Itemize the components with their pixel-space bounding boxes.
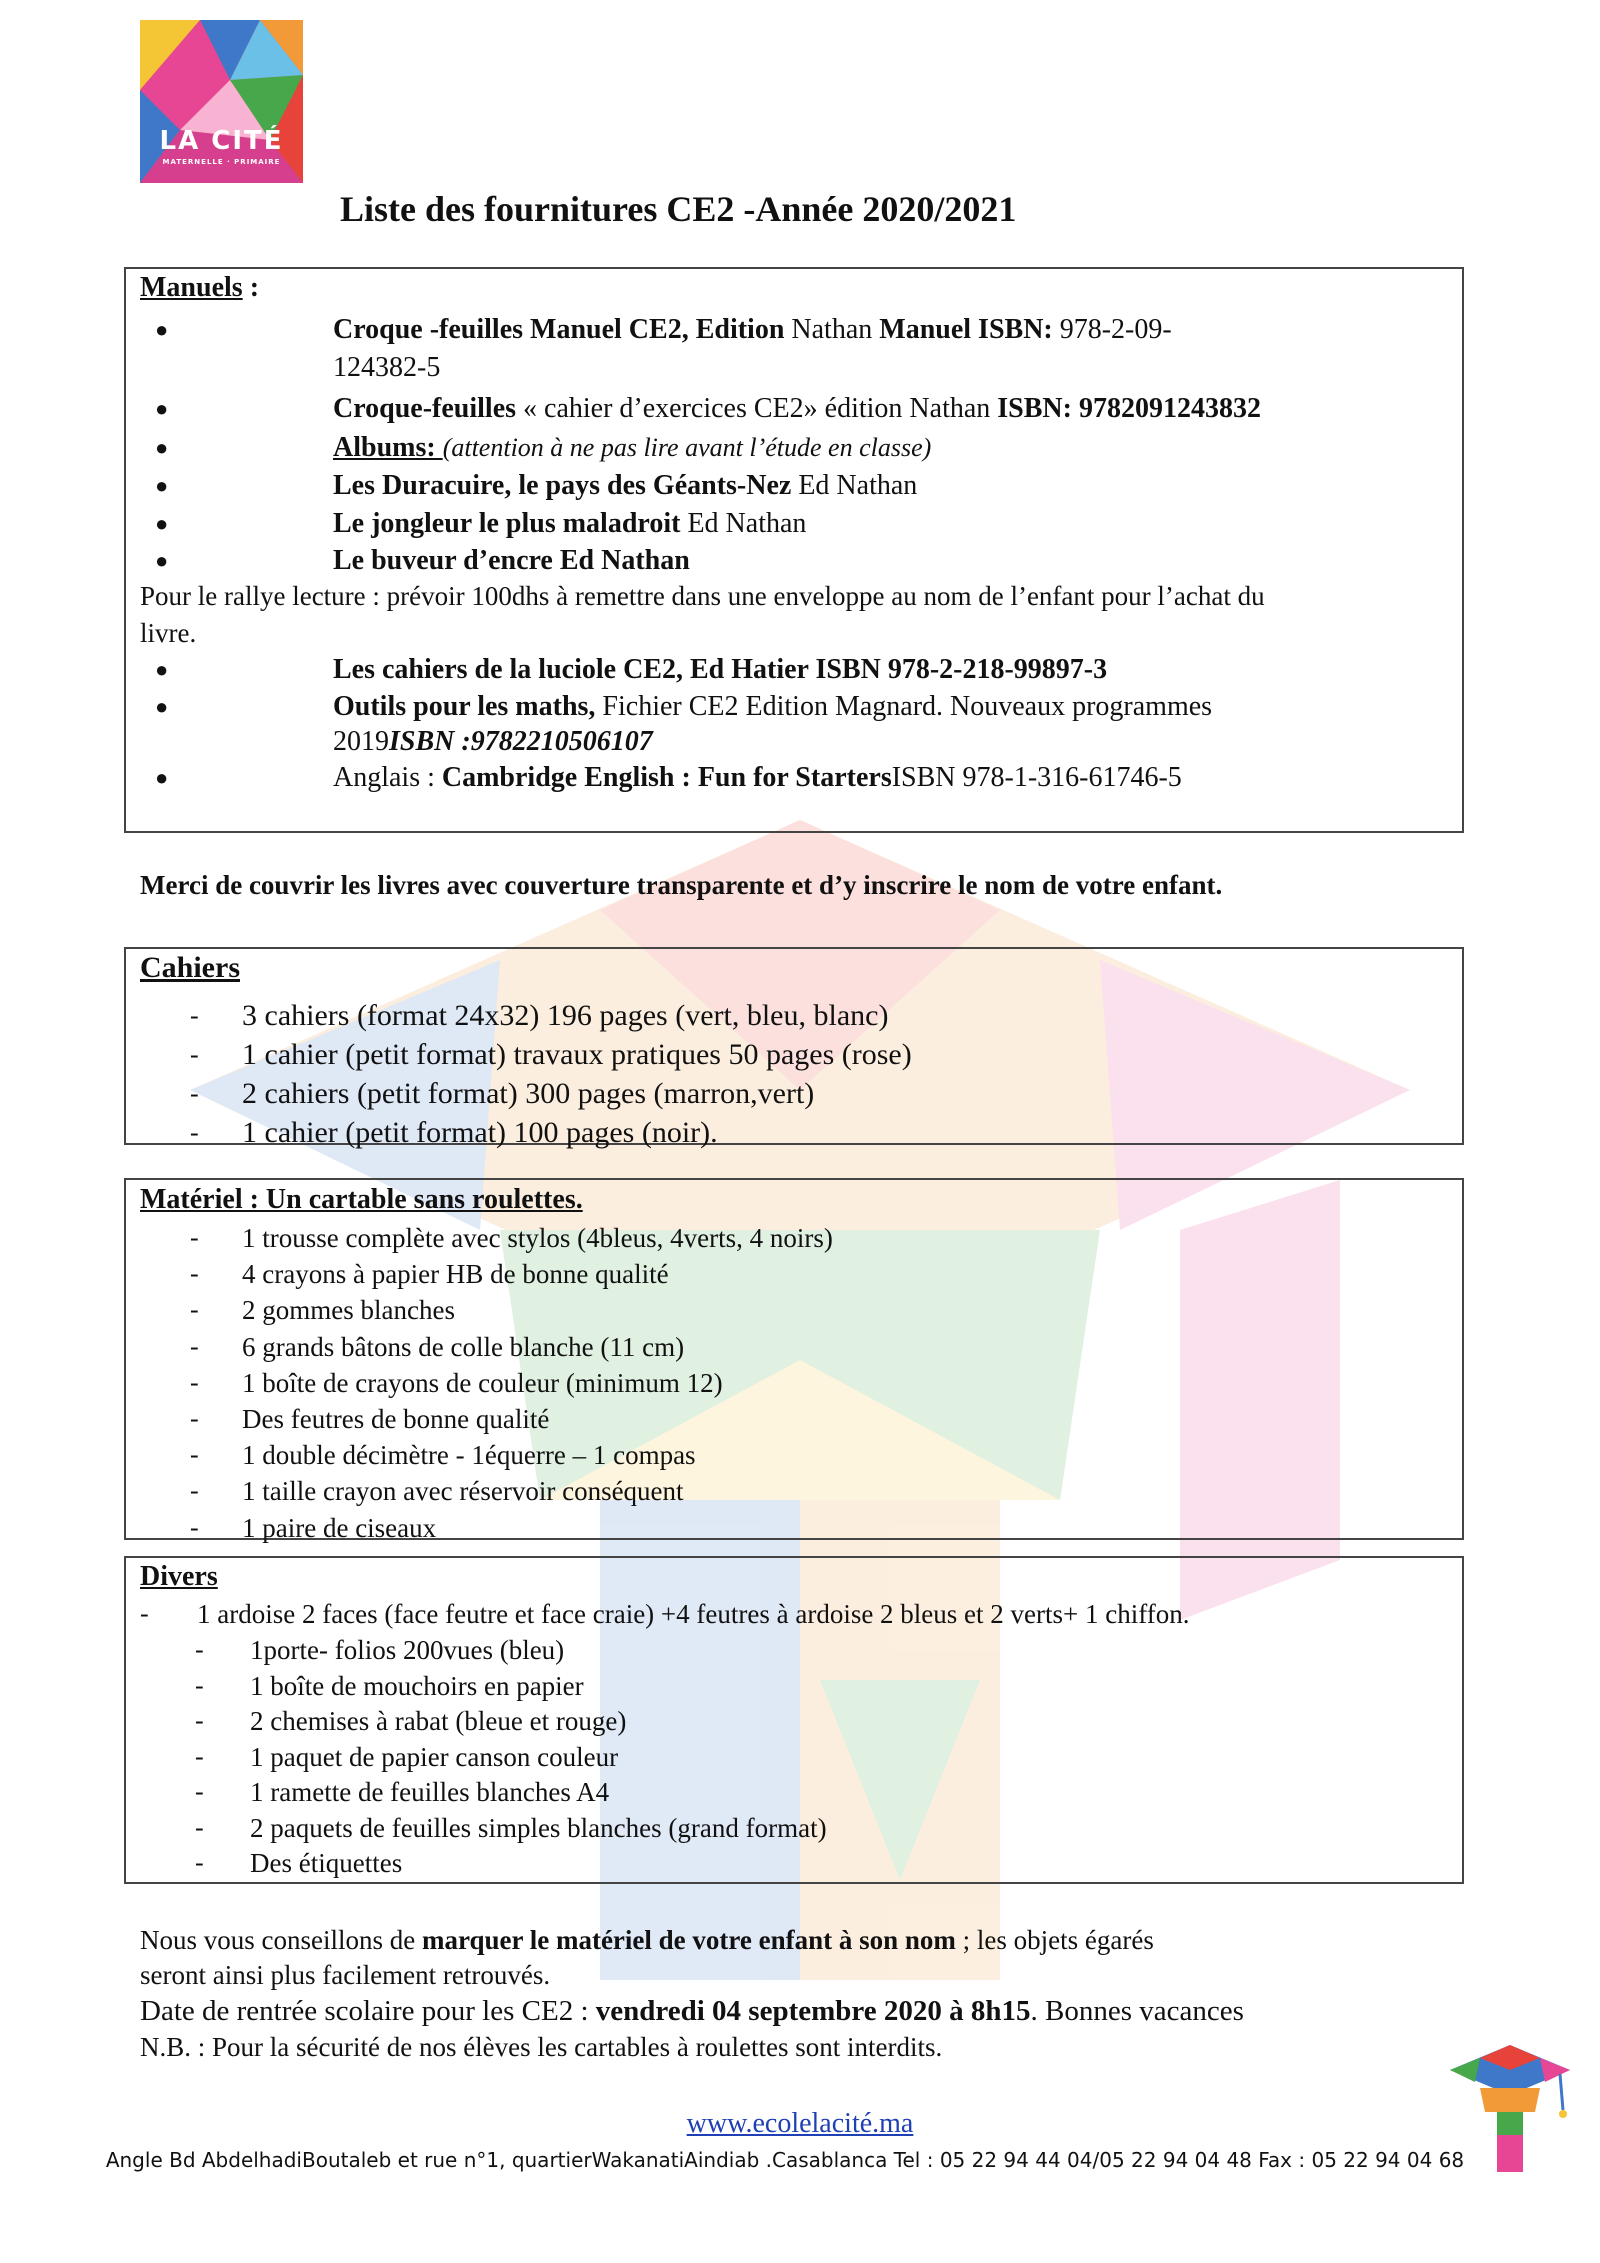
manuel-item-4: Les Duracuire, le pays des Géants-Nez Ed Nathan: [333, 470, 918, 501]
list-dash: -: [190, 1476, 199, 1506]
list-dash: -: [190, 1512, 199, 1542]
materiel-item: 4 crayons à papier HB de bonne qualité: [242, 1259, 669, 1290]
bullet: ●: [155, 473, 169, 498]
materiel-item: 1 double décimètre - 1équerre – 1 compas: [242, 1440, 696, 1471]
materiel-item: 1 boîte de crayons de couleur (minimum 12): [242, 1367, 723, 1398]
manuel-item-8: Outils pour les maths, Fichier CE2 Edition Magnard. Nouveaux programmes: [333, 691, 1213, 722]
list-dash: -: [195, 1706, 204, 1735]
website-link[interactable]: www.ecolelacité.ma: [686, 2108, 914, 2139]
bullet: ●: [155, 396, 169, 421]
list-dash: -: [190, 1404, 199, 1433]
list-dash: -: [195, 1777, 204, 1806]
manuel-item-1: Croque -feuilles Manuel CE2, Edition Nathan Manuel ISBN: 978-2-09-: [333, 314, 1172, 345]
list-dash: -: [190, 1223, 199, 1252]
logo-tagline: MATERNELLE · PRIMAIRE: [162, 158, 281, 166]
manuel-item-7: Les cahiers de la luciole CE2, Ed Hatier ISBN 978-2-218-99897-3: [333, 654, 1108, 685]
divers-item: 1 boîte de mouchoirs en papier: [250, 1670, 584, 1701]
materiel-item: 1 paire de ciseaux: [242, 1512, 437, 1543]
divers-item: 1 paquet de papier canson couleur: [250, 1741, 619, 1772]
list-dash: -: [190, 1118, 199, 1147]
list-dash: -: [190, 1295, 199, 1325]
manuel-item-8-cont: 2019ISBN :9782210506107: [333, 726, 653, 757]
divers-item: 2 chemises à rabat (bleue et rouge): [250, 1706, 627, 1736]
list-dash: -: [195, 1848, 204, 1877]
manuel-item-2: Croque-feuilles « cahier d’exercices CE2» édition Nathan ISBN: 9782091243832: [333, 393, 1261, 424]
materiel-item: 1 trousse complète avec stylos (4bleus, 4verts, 4 noirs): [242, 1223, 833, 1253]
cover-books-note: Merci de couvrir les livres avec couverture transparente et d’y inscrire le nom de votre enfant.: [140, 870, 1223, 900]
list-dash: -: [190, 1440, 199, 1470]
bullet: ●: [155, 511, 169, 536]
rallye-note-line2: livre.: [140, 618, 197, 648]
divers-item: 2 paquets de feuilles simples blanches (grand format): [250, 1812, 827, 1843]
list-dash: -: [195, 1670, 204, 1700]
divers-item: 1 ramette de feuilles blanches A4: [250, 1777, 610, 1807]
closing-line-1: Nous vous conseillons de marquer le matériel de votre enfant à son nom ; les objets égarés: [140, 1925, 1154, 1955]
cahier-item: 1 cahier (petit format) travaux pratiques 50 pages (rose): [242, 1038, 912, 1071]
manuel-item-1-isbn-cont: 124382-5: [333, 352, 441, 383]
manuel-item-9: Anglais : Cambridge English : Fun for StartersISBN 978-1-316-61746-5: [333, 762, 1182, 793]
list-dash: -: [190, 1079, 199, 1108]
graduation-cap-icon: [1445, 2040, 1575, 2180]
bullet: ●: [155, 548, 169, 573]
divers-item: 1porte- folios 200vues (bleu): [250, 1635, 565, 1665]
materiel-item: 6 grands bâtons de colle blanche (11 cm): [242, 1331, 685, 1362]
closing-line-2: seront ainsi plus facilement retrouvés.: [140, 1960, 551, 1990]
closing-line-3: Date de rentrée scolaire pour les CE2 : vendredi 04 septembre 2020 à 8h15. Bonnes vacances: [140, 1995, 1244, 2027]
list-dash: -: [190, 1040, 199, 1069]
cahier-item: 3 cahiers (format 24x32) 196 pages (vert, bleu, blanc): [242, 999, 889, 1032]
list-dash: -: [190, 1331, 199, 1361]
manuel-item-5: Le jongleur le plus maladroit Ed Nathan: [333, 508, 807, 539]
materiel-item: Des feutres de bonne qualité: [242, 1404, 550, 1434]
bullet: ●: [155, 765, 169, 790]
manuel-item-albums: Albums: (attention à ne pas lire avant l’étude en classe): [333, 432, 932, 463]
cahiers-heading: Cahiers: [140, 951, 240, 984]
manuels-heading: Manuels :: [140, 272, 260, 303]
rallye-note-line1: Pour le rallye lecture : prévoir 100dhs à remettre dans une enveloppe au nom de l’enfant pour l’achat du: [140, 581, 1265, 611]
list-dash: -: [195, 1812, 204, 1842]
bullet: ●: [155, 435, 169, 460]
logo-brand-text: LA CITÉ: [159, 126, 284, 156]
closing-line-4: N.B. : Pour la sécurité de nos élèves les cartables à roulettes sont interdits.: [140, 2032, 943, 2062]
list-dash: -: [190, 1001, 199, 1030]
materiel-item: 2 gommes blanches: [242, 1295, 455, 1326]
cahier-item: 2 cahiers (petit format) 300 pages (marron,vert): [242, 1077, 815, 1110]
materiel-heading: Matériel : Un cartable sans roulettes.: [140, 1184, 583, 1215]
cahier-item: 1 cahier (petit format) 100 pages (noir).: [242, 1116, 718, 1149]
divers-heading: Divers: [140, 1561, 218, 1592]
list-dash: -: [190, 1259, 199, 1289]
list-dash: -: [195, 1635, 204, 1664]
bullet: ●: [155, 317, 169, 342]
list-dash: -: [190, 1367, 199, 1397]
materiel-item: 1 taille crayon avec réservoir conséquent: [242, 1476, 684, 1507]
page-title: Liste des fournitures CE2 -Année 2020/2021: [340, 189, 1017, 229]
list-dash: -: [140, 1599, 149, 1628]
footer-address: Angle Bd AbdelhadiBoutaleb et rue n°1, quartierWakanatiAindiab .Casablanca Tel : 05 22 94 44 04/05 22 94 04 48 Fax : 05 22 94 04 68: [105, 2148, 1465, 2172]
divers-first-item: 1 ardoise 2 faces (face feutre et face craie) +4 feutres à ardoise 2 bleus et 2 verts+ 1 chiffon.: [197, 1599, 1190, 1629]
bullet: ●: [155, 657, 169, 682]
manuel-item-6: Le buveur d’encre Ed Nathan: [333, 545, 690, 576]
bullet: ●: [155, 694, 169, 719]
list-dash: -: [195, 1741, 204, 1771]
divers-item: Des étiquettes: [250, 1848, 403, 1878]
